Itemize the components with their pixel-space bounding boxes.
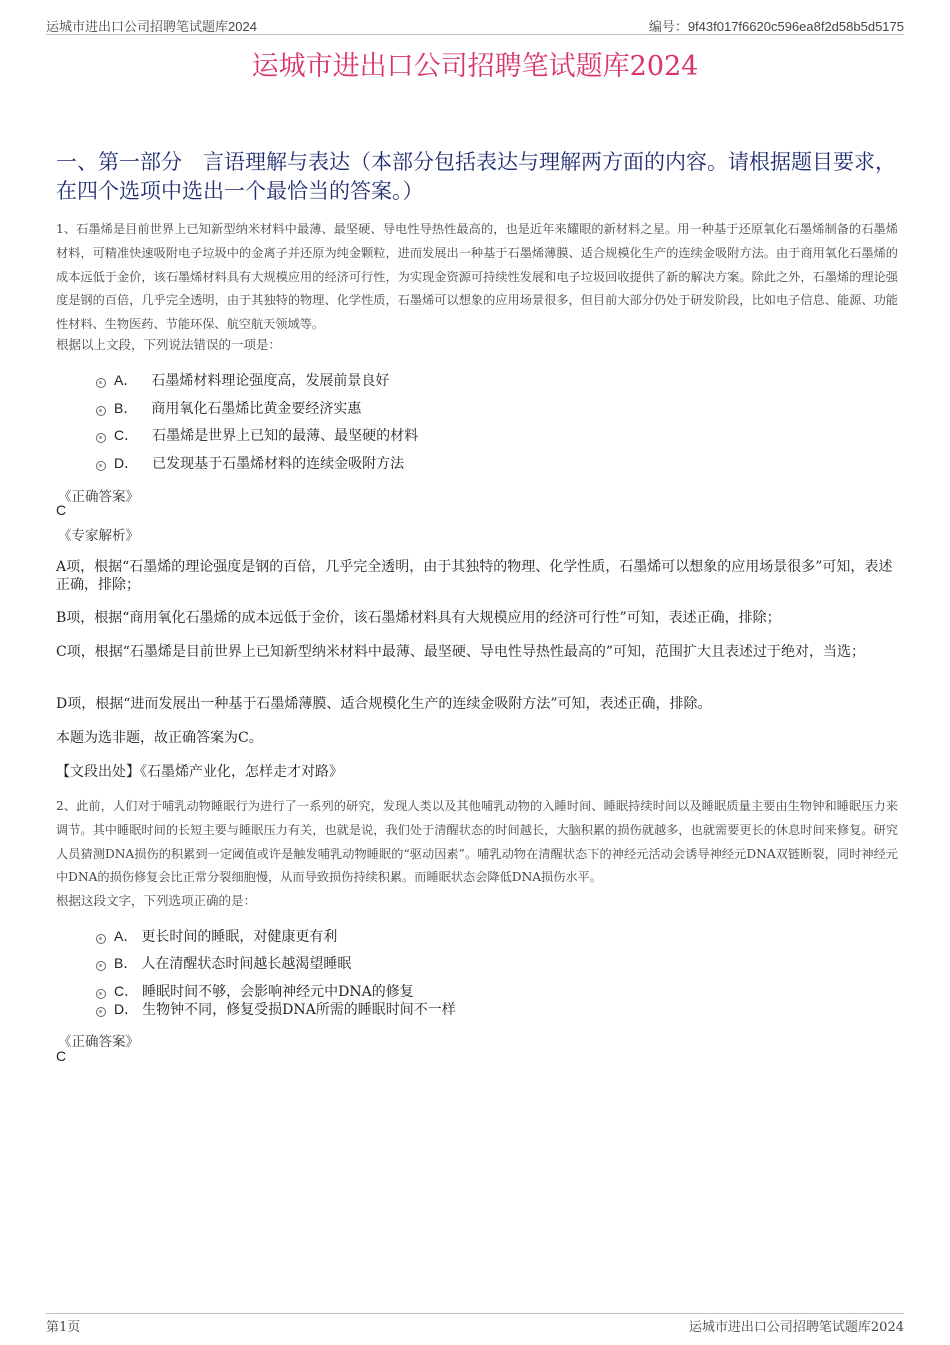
option-letter: A． — [114, 928, 138, 944]
radio-icon[interactable] — [96, 934, 106, 944]
radio-icon[interactable] — [96, 461, 106, 471]
radio-icon[interactable] — [96, 378, 106, 388]
question-1-answer-label: 《正确答案》 — [58, 489, 139, 505]
analysis-option-d: D项，根据“进而发展出一种基于石墨烯薄膜、适合规模化生产的连续金吸附方法”可知，表述正确，排除。 — [56, 696, 712, 712]
option-letter: C． — [114, 983, 139, 999]
radio-icon[interactable] — [96, 433, 106, 443]
option-text: 商用氧化石墨烯比黄金要经济实惠 — [151, 401, 362, 417]
radio-icon[interactable] — [96, 1007, 106, 1017]
header-doc-name: 运城市进出口公司招聘笔试题库2024 — [46, 19, 257, 34]
question-2-option-a[interactable] — [96, 924, 337, 948]
question-1-option-b[interactable] — [96, 396, 361, 420]
question-1-source: 【文段出处】《石墨烯产业化，怎样走才对路》 — [56, 764, 343, 780]
question-1-option-d[interactable] — [96, 451, 404, 475]
section-heading: 一、第一部分 言语理解与表达（本部分包括表达与理解两方面的内容。请根据题目要求，在四个选项中选出一个最恰当的答案。） — [56, 150, 896, 203]
option-text: 已发现基于石墨烯材料的连续金吸附方法 — [152, 456, 405, 472]
radio-icon[interactable] — [96, 961, 106, 971]
question-1-analysis-label: 《专家解析》 — [58, 528, 139, 544]
option-text: 石墨烯材料理论强度高，发展前景良好 — [151, 373, 390, 389]
option-letter: B． — [114, 955, 138, 971]
radio-icon[interactable] — [96, 406, 106, 416]
question-2-answer-label: 《正确答案》 — [58, 1034, 139, 1050]
question-2-prompt: 根据这段文字，下列选项正确的是： — [56, 893, 257, 908]
option-letter: C． — [114, 427, 139, 443]
option-letter: D． — [114, 455, 139, 471]
question-1-answer: C — [56, 502, 67, 518]
question-1-passage: 1、石墨烯是目前世界上已知新型纳米材料中最薄、最坚硬、导电性导热性最高的，也是近年来耀眼的新材料之星。用一种基于还原氧化石墨烯制备的石墨烯材料，可精准快速吸附电子垃圾中的金离子并还原为纯金颗粒，进而发展出一种基于石墨烯薄膜、适合规模化生产的连续金吸附方法。由于商用氧化石墨烯的成本远低于金价，该石墨烯材料具有大规模应用的经济可行性，为实现金资源可持续性发展和电子垃圾回收提供了新的解决方案。除此之外，石墨烯的理论强度是钢的百倍，几乎完全透明，由于其独特的物理、化学性质，石墨烯可以想象的应用场景很多，但目前大部分仍处于研发阶段，比如电子信息、能源、功能性材料、生物医药、节能环保、航空航天领域等。 — [56, 222, 898, 332]
document-title: 运城市进出口公司招聘笔试题库2024 — [251, 51, 699, 82]
analysis-option-a: A项，根据“石墨烯的理论强度是钢的百倍，几乎完全透明，由于其独特的物理、化学性质，石墨烯可以想象的应用场景很多”可知，表述正确，排除； — [56, 559, 893, 593]
analysis-option-c: C项，根据“石墨烯是目前世界上已知新型纳米材料中最薄、最坚硬、导电性导热性最高的”可知，范围扩大且表述过于绝对，当选； — [56, 644, 866, 660]
analysis-option-b: B项，根据“商用氧化石墨烯的成本远低于金价，该石墨烯材料具有大规模应用的经济可行性”可知，表述正确，排除； — [56, 610, 781, 626]
page-header — [46, 14, 904, 35]
option-text: 更长时间的睡眠，对健康更有利 — [141, 929, 338, 945]
question-1-option-c[interactable] — [96, 423, 418, 447]
question-2-passage: 2、此前，人们对于哺乳动物睡眠行为进行了一系列的研究，发现人类以及其他哺乳动物的入睡时间、睡眠持续时间以及睡眠质量主要由生物钟和睡眠压力来调节。其中睡眠时间的长短主要与睡眠压力有关，也就是说，我们处于清醒状态的时间越长，大脑积累的损伤就越多，也就需要更长的休息时间来修复。研究人员猜测DNA损伤的积累到一定阈值或许是触发哺乳动物睡眠的“驱动因素”。哺乳动物在清醒状态下的神经元活动会诱导神经元DNA双链断裂，同时神经元中DNA的损伤修复会比正常分裂细胞慢，从而导致损伤持续积累。而睡眠状态会降低DNA损伤水平。 — [56, 799, 898, 885]
page-footer — [46, 1313, 904, 1335]
question-2-option-d[interactable] — [96, 997, 456, 1021]
header-doc-id: 编号：9f43f017f6620c596ea8f2d58b5d5175 — [648, 19, 904, 34]
option-text: 人在清醒状态时间越长越渴望睡眠 — [141, 956, 352, 972]
question-2-answer: C — [56, 1048, 67, 1064]
question-2-option-b[interactable] — [96, 951, 351, 975]
option-letter: B． — [114, 400, 138, 416]
option-letter: D． — [114, 1001, 139, 1017]
question-1-option-a[interactable] — [96, 368, 389, 392]
question-1-prompt: 根据以上文段，下列说法错误的一项是： — [56, 337, 282, 352]
option-text: 生物钟不同，修复受损DNA所需的睡眠时间不一样 — [142, 1002, 456, 1018]
option-text: 睡眠时间不够，会影响神经元中DNA的修复 — [142, 984, 414, 1000]
option-letter: A． — [114, 372, 138, 388]
option-text: 石墨烯是世界上已知的最薄、最坚硬的材料 — [152, 428, 419, 444]
footer-doc-name: 运城市进出口公司招聘笔试题库2024 — [688, 1320, 904, 1335]
page-number: 第1页 — [46, 1320, 81, 1335]
analysis-conclusion: 本题为选非题，故正确答案为C。 — [56, 730, 263, 746]
